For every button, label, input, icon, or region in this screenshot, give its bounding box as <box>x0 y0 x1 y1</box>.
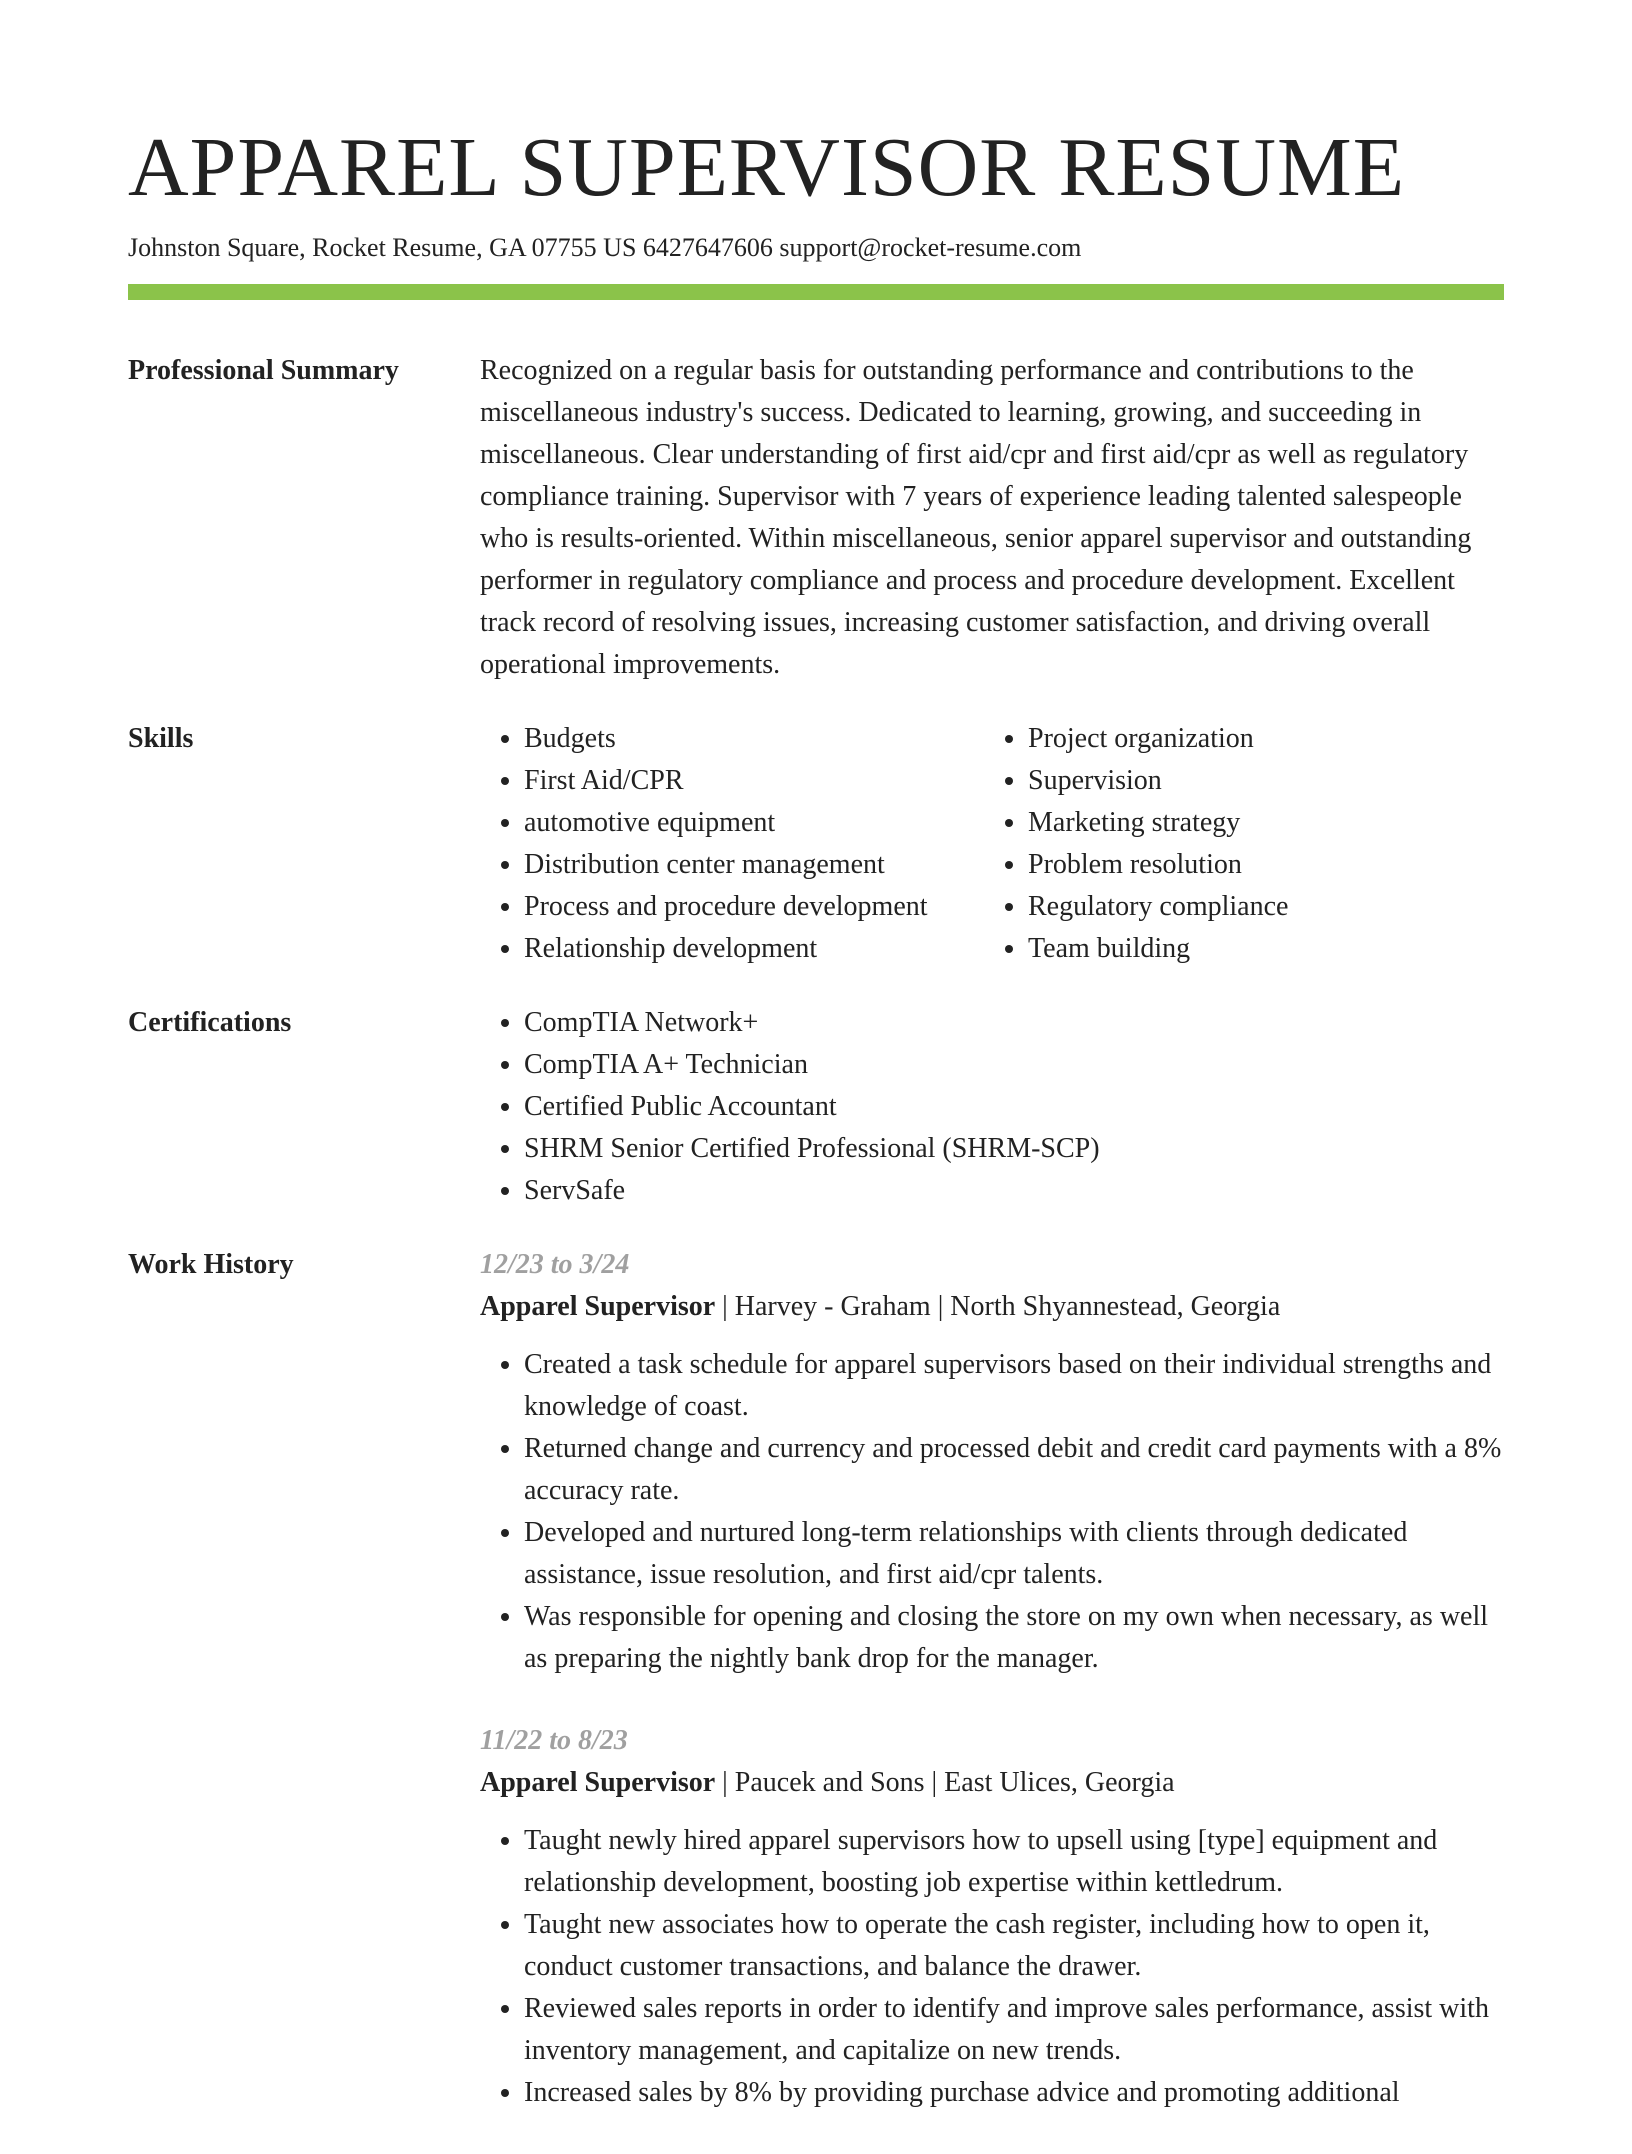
certifications-list <box>480 1002 1504 1212</box>
summary-text: Recognized on a regular basis for outstanding performance and contributions to the miscellaneous industry's success. Dedicated to learning, growing, and succeeding in miscellaneous. Clear understanding of first aid/cpr and first aid/cpr as well as regulatory compliance training. Supervisor with 7 years of experience leading talented salespeople who is results-oriented. Within miscellaneous, senior apparel supervisor and outstanding performer in regulatory compliance and process and procedure development. Excellent track record of resolving issues, increasing customer satisfaction, and driving overall operational improvements. <box>480 355 1472 680</box>
job-bullet-list <box>480 1820 1504 2114</box>
accent-divider <box>128 284 1504 300</box>
skill-item: • Project organization <box>1028 718 1548 760</box>
job-separator: | <box>931 1767 945 1798</box>
skill-item: • Relationship development <box>524 928 984 970</box>
skills-list-right <box>984 718 1548 970</box>
job-dates: 12/23 to 3/24 <box>480 1249 630 1280</box>
work-history-section <box>128 1244 1504 2154</box>
job-bullet: • Taught newly hired apparel supervisors how to upsell using [type] equipment and relationship development, boosting job expertise within kettledrum. <box>524 1820 1504 1904</box>
job-dates: 11/22 to 8/23 <box>480 1725 628 1756</box>
certifications-body <box>480 1002 1504 1212</box>
skill-item: • Process and procedure development <box>524 886 984 928</box>
job-title: Apparel Supervisor <box>480 1291 716 1322</box>
skill-item: • Marketing strategy <box>1028 802 1548 844</box>
job-bullet: • Developed and nurtured long-term relationships with clients through dedicated assistance, issue resolution, and first aid/cpr talents. <box>524 1512 1504 1596</box>
certification-item: • SHRM Senior Certified Professional (SHRM-SCP) <box>524 1128 1504 1170</box>
skill-item: • Supervision <box>1028 760 1548 802</box>
certification-item: • CompTIA Network+ <box>524 1002 1504 1044</box>
job-entry <box>480 1720 1504 2114</box>
job-separator: | <box>722 1291 735 1322</box>
certification-item: • CompTIA A+ Technician <box>524 1044 1504 1086</box>
certifications-section <box>128 1002 1504 1212</box>
certification-item: • ServSafe <box>524 1170 1504 1212</box>
job-company: Paucek and Sons <box>734 1767 925 1798</box>
job-separator: | <box>722 1767 735 1798</box>
skill-item: • Team building <box>1028 928 1548 970</box>
job-separator: | <box>937 1291 951 1322</box>
job-company: Harvey - Graham <box>734 1291 931 1322</box>
skill-item: • First Aid/CPR <box>524 760 984 802</box>
skill-item: • Problem resolution <box>1028 844 1548 886</box>
contact-email: support@rocket-resume.com <box>779 233 1082 262</box>
job-bullet-list <box>480 1344 1504 1680</box>
job-location: East Ulices, Georgia <box>944 1767 1175 1798</box>
contact-address: Johnston Square, Rocket Resume, GA 07755 US <box>128 233 637 262</box>
certification-item: • Certified Public Accountant <box>524 1086 1504 1128</box>
job-bullet: • Created a task schedule for apparel supervisors based on their individual strengths and knowledge of coast. <box>524 1344 1504 1428</box>
skill-item: • Regulatory compliance <box>1028 886 1548 928</box>
job-entry <box>480 1244 1504 1680</box>
job-bullet: • Was responsible for opening and closing the store on my own when necessary, as well as preparing the nightly bank drop for the manager. <box>524 1596 1504 1680</box>
work-history-body <box>480 1244 1504 2154</box>
skills-heading: Skills <box>128 723 194 754</box>
skills-grid <box>480 718 1504 970</box>
summary-section <box>128 350 1504 686</box>
job-title: Apparel Supervisor <box>480 1767 716 1798</box>
job-bullet: • Returned change and currency and processed debit and credit card payments with a 8% accuracy rate. <box>524 1428 1504 1512</box>
work-history-heading: Work History <box>128 1249 294 1280</box>
skill-item: • automotive equipment <box>524 802 984 844</box>
contact-phone: 6427647606 <box>642 233 773 262</box>
job-header <box>480 1286 1504 1328</box>
skills-body <box>480 718 1504 970</box>
certifications-heading: Certifications <box>128 1007 292 1038</box>
skill-item: • Distribution center management <box>524 844 984 886</box>
skills-section <box>128 718 1504 970</box>
job-header <box>480 1762 1504 1804</box>
job-location: North Shyannestead, Georgia <box>950 1291 1281 1322</box>
skills-list-left <box>480 718 984 970</box>
summary-heading: Professional Summary <box>128 355 399 386</box>
job-bullet: • Taught new associates how to operate the cash register, including how to open it, conduct customer transactions, and balance the drawer. <box>524 1904 1504 1988</box>
resume-title: APPAREL SUPERVISOR RESUME <box>128 121 1406 214</box>
job-bullet: • Increased sales by 8% by providing purchase advice and promoting additional <box>524 2072 1504 2114</box>
summary-body <box>480 350 1504 686</box>
skill-item: • Budgets <box>524 718 984 760</box>
job-bullet: • Reviewed sales reports in order to identify and improve sales performance, assist with inventory management, and capitalize on new trends. <box>524 1988 1504 2072</box>
contact-line <box>128 230 1504 266</box>
resume-page <box>128 118 1504 2154</box>
